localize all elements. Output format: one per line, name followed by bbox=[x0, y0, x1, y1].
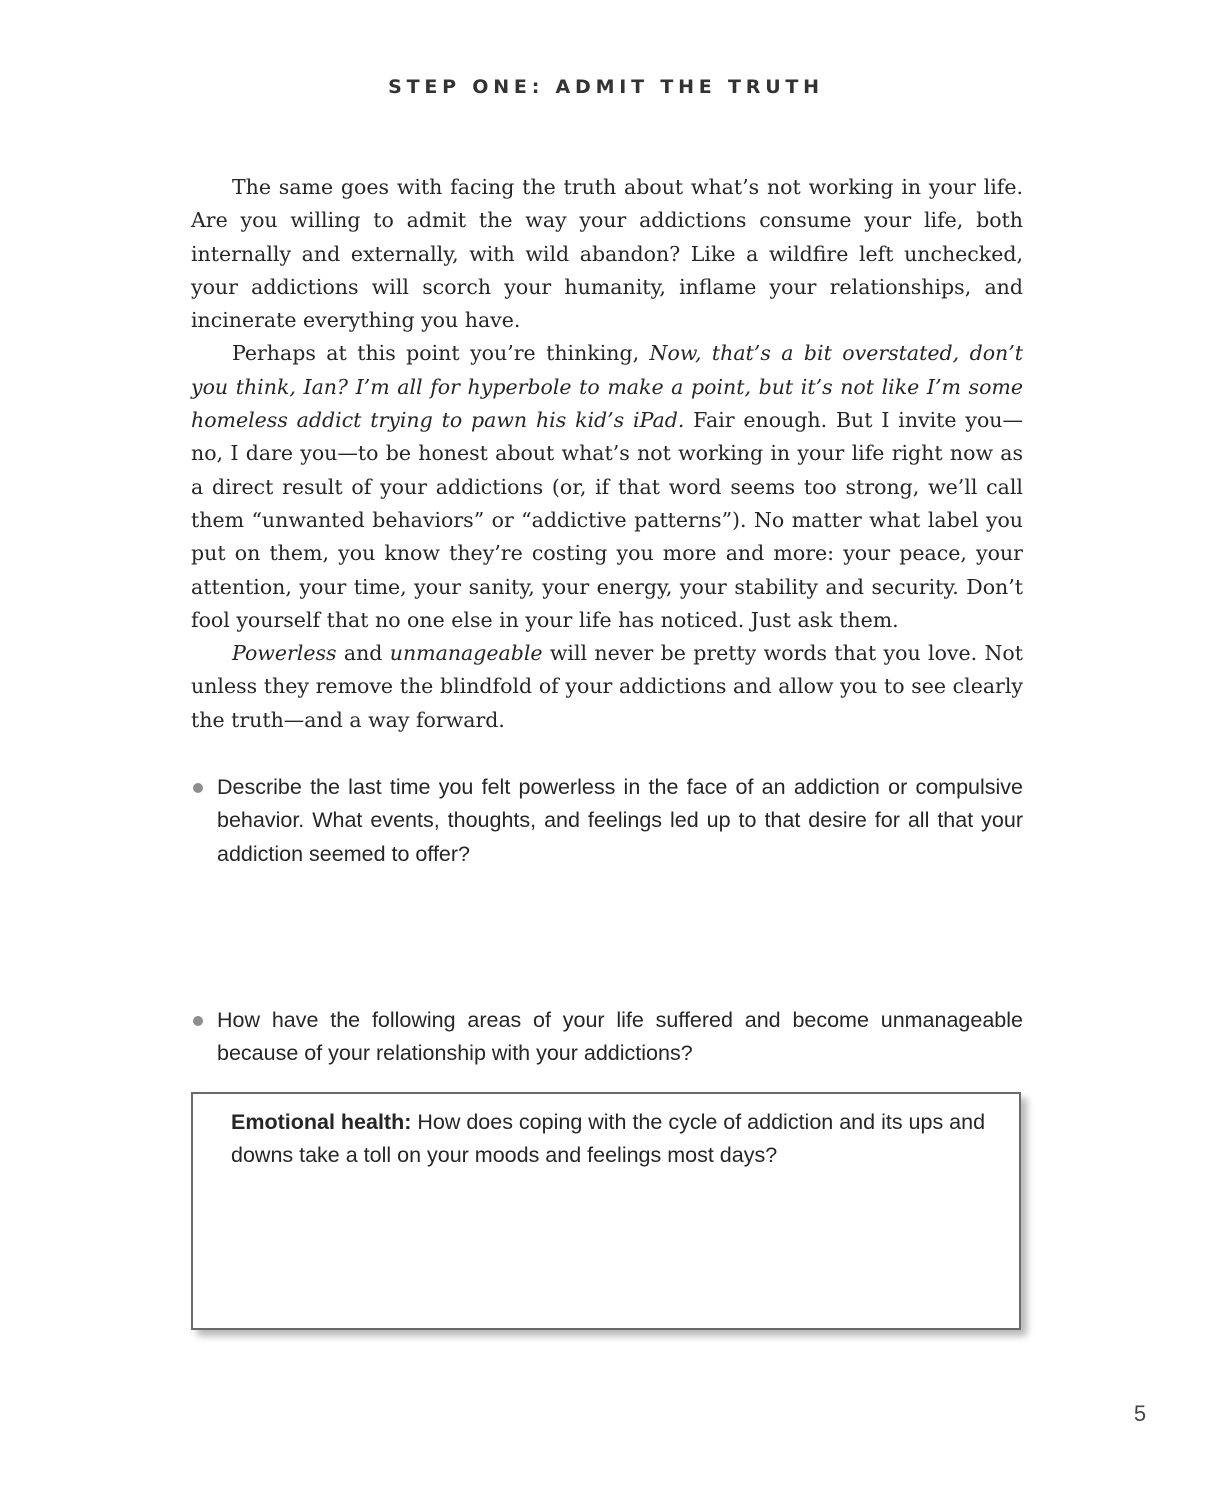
paragraph-2-italic-thought: Now, that’s a bit overstated, don’t you think, Ian? I’m all for hyperbole to make a point, but it’s not like I’m some homeless addict trying to pawn his kid’s iPad. bbox=[191, 341, 1023, 433]
question-2 bbox=[191, 1004, 1023, 1071]
bullet-icon bbox=[193, 783, 203, 793]
paragraph-3-word-unmanageable: unmanageable bbox=[389, 641, 543, 666]
paragraph-1: The same goes with facing the truth about what’s not working in your life. Are you willing to admit the way your addictions consume your life, both internally and externally, with wild abandon? Like a wildfire left unchecked, your addictions will scorch your humanity, inflame your relationships, and incinerate everything you have. bbox=[191, 175, 1023, 333]
page-number: 5 bbox=[1133, 1401, 1147, 1426]
bullet-icon bbox=[193, 1016, 203, 1026]
question-1-text: Describe the last time you felt powerless in the face of an addiction or compulsive behavior. What events, thoughts, and feelings led up to that desire for all that your addiction seemed to offer? bbox=[217, 775, 1023, 866]
answer-box-prompt bbox=[231, 1106, 991, 1173]
paragraph-2-rest: Fair enough. But I invite you—no, I dare you—to be honest about what’s not working in your life right now as a direct result of your addictions (or, if that word seems too strong, we’ll call them “unwanted behaviors” or “addictive patterns”). No matter what label you put on them, you know they’re costing you more and more: your peace, your attention, your time, your sanity, your energy, your stability and security. Don’t fool yourself that no one else in your life has noticed. Just ask them. bbox=[191, 408, 1023, 632]
paragraph-3-rest: will never be pretty words that you love. Not unless they remove the blindfold of your addictions and allow you to see clearly the truth—and a way forward. bbox=[191, 641, 1023, 732]
paragraph-2-intro: Perhaps at this point you’re thinking, bbox=[232, 341, 650, 366]
paragraph-3-and: and bbox=[336, 641, 390, 666]
answer-box-label: Emotional health: bbox=[231, 1110, 412, 1134]
paragraph-3 bbox=[191, 637, 1023, 737]
paragraph-2 bbox=[191, 337, 1023, 637]
body-text bbox=[191, 171, 1023, 737]
question-2-text: How have the following areas of your life suffered and become unmanageable because of your relationship with your addictions? bbox=[217, 1008, 1023, 1066]
answer-box-emotional-health[interactable] bbox=[191, 1092, 1021, 1330]
paragraph-3-word-powerless: Powerless bbox=[232, 641, 337, 666]
answer-box-prompt-text: How does coping with the cycle of addiction and its ups and downs take a toll on your moods and feelings most days? bbox=[231, 1110, 986, 1168]
question-1 bbox=[191, 771, 1023, 871]
running-head: STEP ONE: ADMIT THE TRUTH bbox=[388, 76, 824, 98]
